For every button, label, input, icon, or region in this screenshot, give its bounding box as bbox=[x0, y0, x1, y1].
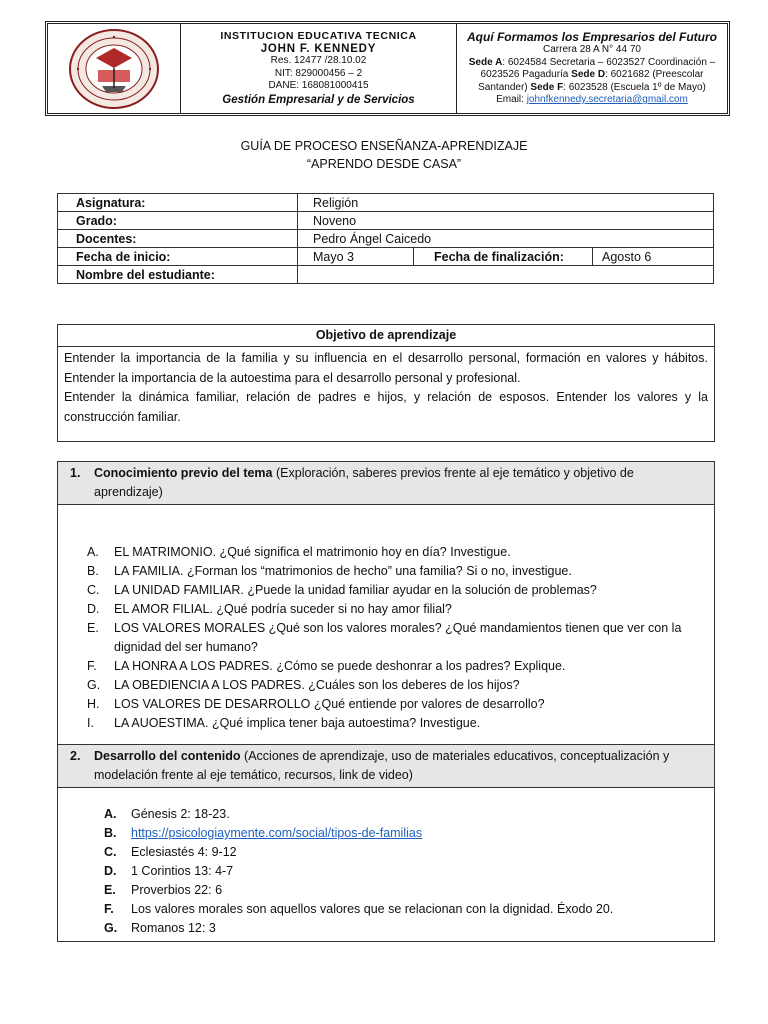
item-text: EL MATRIMONIO. ¿Qué significa el matrimonio hoy en día? Investigue. bbox=[114, 545, 511, 559]
list-item bbox=[104, 824, 704, 843]
item-text: Los valores morales son aquellos valores que se relacionan con la dignidad. Éxodo 20. bbox=[131, 902, 614, 916]
section-previous-knowledge bbox=[57, 461, 715, 745]
sede-d-label: Sede D bbox=[571, 69, 606, 80]
asignatura-value: Religión bbox=[298, 194, 714, 212]
item-marker: B. bbox=[87, 564, 99, 578]
section-2-list bbox=[104, 805, 704, 938]
sede-d-text: : 6021682 (Preescolar Santander) bbox=[478, 69, 704, 93]
row-asignatura bbox=[58, 194, 714, 212]
list-item bbox=[104, 900, 704, 919]
inicio-label: Fecha de inicio: bbox=[58, 248, 298, 266]
email-link[interactable]: johnfkennedy.secretaria@gmail.com bbox=[526, 94, 688, 105]
document-subtitle: “APRENDO DESDE CASA” bbox=[306, 157, 462, 171]
item-text: Génesis 2: 18-23. bbox=[131, 807, 230, 821]
item-marker: D. bbox=[87, 602, 100, 616]
item-text: LA HONRA A LOS PADRES. ¿Cómo se puede deshonrar a los padres? Explique. bbox=[114, 659, 566, 673]
sede-a-text: : 6024584 Secretaria – 6023527 Coordinación – 6023526 Pagaduría bbox=[480, 56, 716, 80]
item-marker: A. bbox=[87, 545, 99, 559]
row-docentes bbox=[58, 230, 714, 248]
section-1-number: 1. bbox=[70, 466, 81, 480]
item-text: Proverbios 22: 6 bbox=[131, 883, 223, 897]
row-estudiante bbox=[58, 266, 714, 284]
list-item bbox=[87, 657, 704, 676]
section-1-header bbox=[58, 462, 714, 505]
list-item bbox=[104, 805, 704, 824]
sede-a-label: Sede A bbox=[468, 56, 503, 68]
school-seal-icon bbox=[68, 28, 160, 110]
contact-lines bbox=[461, 57, 723, 95]
item-text: LOS VALORES MORALES ¿Qué son los valores morales? ¿Qué mandamientos tienen que ver con la dignidad del ser humano? bbox=[114, 621, 682, 654]
row-grado bbox=[58, 212, 714, 230]
list-item bbox=[87, 581, 704, 600]
list-item bbox=[104, 862, 704, 881]
email-label: Email: bbox=[496, 94, 527, 105]
item-marker: H. bbox=[87, 697, 100, 711]
objective-body bbox=[58, 347, 714, 427]
item-text: LA OBEDIENCIA A LOS PADRES. ¿Cuáles son los deberes de los hijos? bbox=[114, 678, 520, 692]
item-marker: F. bbox=[87, 659, 97, 673]
section-2-header bbox=[58, 745, 714, 788]
item-marker: E. bbox=[87, 621, 99, 635]
item-marker: I. bbox=[87, 716, 94, 730]
item-text: LOS VALORES DE DESARROLLO ¿Qué entiende por valores de desarrollo? bbox=[114, 697, 545, 711]
section-content-development bbox=[57, 745, 715, 942]
item-marker: C. bbox=[104, 845, 117, 859]
nit: NIT: 829000456 – 2 bbox=[274, 67, 363, 79]
document-title: GUÍA DE PROCESO ENSEÑANZA-APRENDIZAJE bbox=[240, 139, 528, 153]
resource-link[interactable]: https://psicologiaymente.com/social/tipos-de-familias bbox=[131, 826, 423, 840]
sede-f-text: : 6023528 (Escuela 1º de Mayo) bbox=[563, 81, 706, 93]
row-fechas bbox=[58, 248, 714, 266]
contact-info bbox=[457, 24, 727, 113]
institution-title: INSTITUCION EDUCATIVA TECNICA bbox=[220, 30, 417, 42]
institution-subtitle: Gestión Empresarial y de Servicios bbox=[222, 93, 415, 106]
item-text: EL AMOR FILIAL. ¿Qué podría suceder si no hay amor filial? bbox=[114, 602, 452, 616]
item-text: LA FAMILIA. ¿Forman los “matrimonios de hecho” una familia? Si o no, investigue. bbox=[114, 564, 572, 578]
dane: DANE: 168081000415 bbox=[268, 80, 369, 91]
estudiante-field[interactable] bbox=[298, 266, 714, 284]
asignatura-label: Asignatura: bbox=[58, 194, 298, 212]
list-item bbox=[104, 919, 704, 938]
item-marker: F. bbox=[104, 902, 114, 916]
item-text: Eclesiastés 4: 9-12 bbox=[131, 845, 237, 859]
section-1-list bbox=[87, 543, 704, 733]
item-marker: E. bbox=[104, 883, 116, 897]
list-item bbox=[87, 714, 704, 733]
item-text: LA AUOESTIMA. ¿Qué implica tener baja autoestima? Investigue. bbox=[114, 716, 481, 730]
fin-label: Fecha de finalización: bbox=[414, 248, 593, 266]
section-1-heading: Conocimiento previo del tema bbox=[94, 466, 273, 480]
item-text: LA UNIDAD FAMILIAR. ¿Puede la unidad familiar ayudar en la solución de problemas? bbox=[114, 583, 597, 597]
item-text: 1 Corintios 13: 4-7 bbox=[131, 864, 234, 878]
docentes-value: Pedro Ángel Caicedo bbox=[298, 230, 714, 248]
section-2-heading: Desarrollo del contenido bbox=[94, 749, 241, 763]
objective-paragraph-2: Entender la dinámica familiar, relación de padres e hijos, y relación de esposos. Entender los valores y la construcción familiar. bbox=[64, 390, 708, 424]
fin-value: Agosto 6 bbox=[593, 248, 714, 266]
address: Carrera 28 A N° 44 70 bbox=[543, 44, 641, 55]
item-marker: B. bbox=[104, 826, 117, 840]
list-item bbox=[87, 619, 704, 657]
list-item bbox=[87, 600, 704, 619]
grado-label: Grado: bbox=[58, 212, 298, 230]
list-item bbox=[87, 543, 704, 562]
item-marker: D. bbox=[104, 864, 117, 878]
logo-cell bbox=[48, 24, 181, 113]
objective-heading: Objetivo de aprendizaje bbox=[58, 325, 714, 347]
section-2-heading-rest: (Acciones de aprendizaje, uso de materiales educativos, conceptualización y modelación frente al eje temático, recursos, link de video) bbox=[94, 749, 670, 782]
list-item bbox=[87, 676, 704, 695]
resolution: Res. 12477 /28.10.02 bbox=[270, 55, 367, 66]
sede-f-label: Sede F bbox=[530, 81, 564, 93]
institution-header bbox=[45, 21, 730, 116]
estudiante-label: Nombre del estudiante: bbox=[58, 266, 298, 284]
slogan: Aquí Formamos los Empresarios del Futuro bbox=[466, 30, 718, 44]
list-item bbox=[104, 843, 704, 862]
list-item bbox=[104, 881, 704, 900]
docentes-label: Docentes: bbox=[58, 230, 298, 248]
objective-box bbox=[57, 324, 715, 442]
list-item bbox=[87, 562, 704, 581]
list-item bbox=[87, 695, 704, 714]
inicio-value: Mayo 3 bbox=[298, 248, 414, 266]
item-marker: A. bbox=[104, 807, 117, 821]
item-marker: G. bbox=[87, 678, 101, 692]
section-2-number: 2. bbox=[70, 749, 81, 763]
institution-name: JOHN F. KENNEDY bbox=[260, 42, 377, 55]
email-line bbox=[461, 94, 723, 107]
item-marker: C. bbox=[87, 583, 100, 597]
section-1-heading-rest: (Exploración, saberes previos frente al eje temático y objetivo de aprendizaje) bbox=[94, 466, 634, 499]
item-marker: G. bbox=[104, 921, 118, 935]
course-info-table bbox=[57, 193, 714, 284]
item-text: Romanos 12: 3 bbox=[131, 921, 216, 935]
objective-paragraph-1: Entender la importancia de la familia y su influencia en el desarrollo personal, formación en valores y hábitos. Entender la importancia de la autoestima para el desarrollo personal y profesional. bbox=[64, 351, 708, 385]
grado-value: Noveno bbox=[298, 212, 714, 230]
institution-info bbox=[181, 24, 457, 113]
